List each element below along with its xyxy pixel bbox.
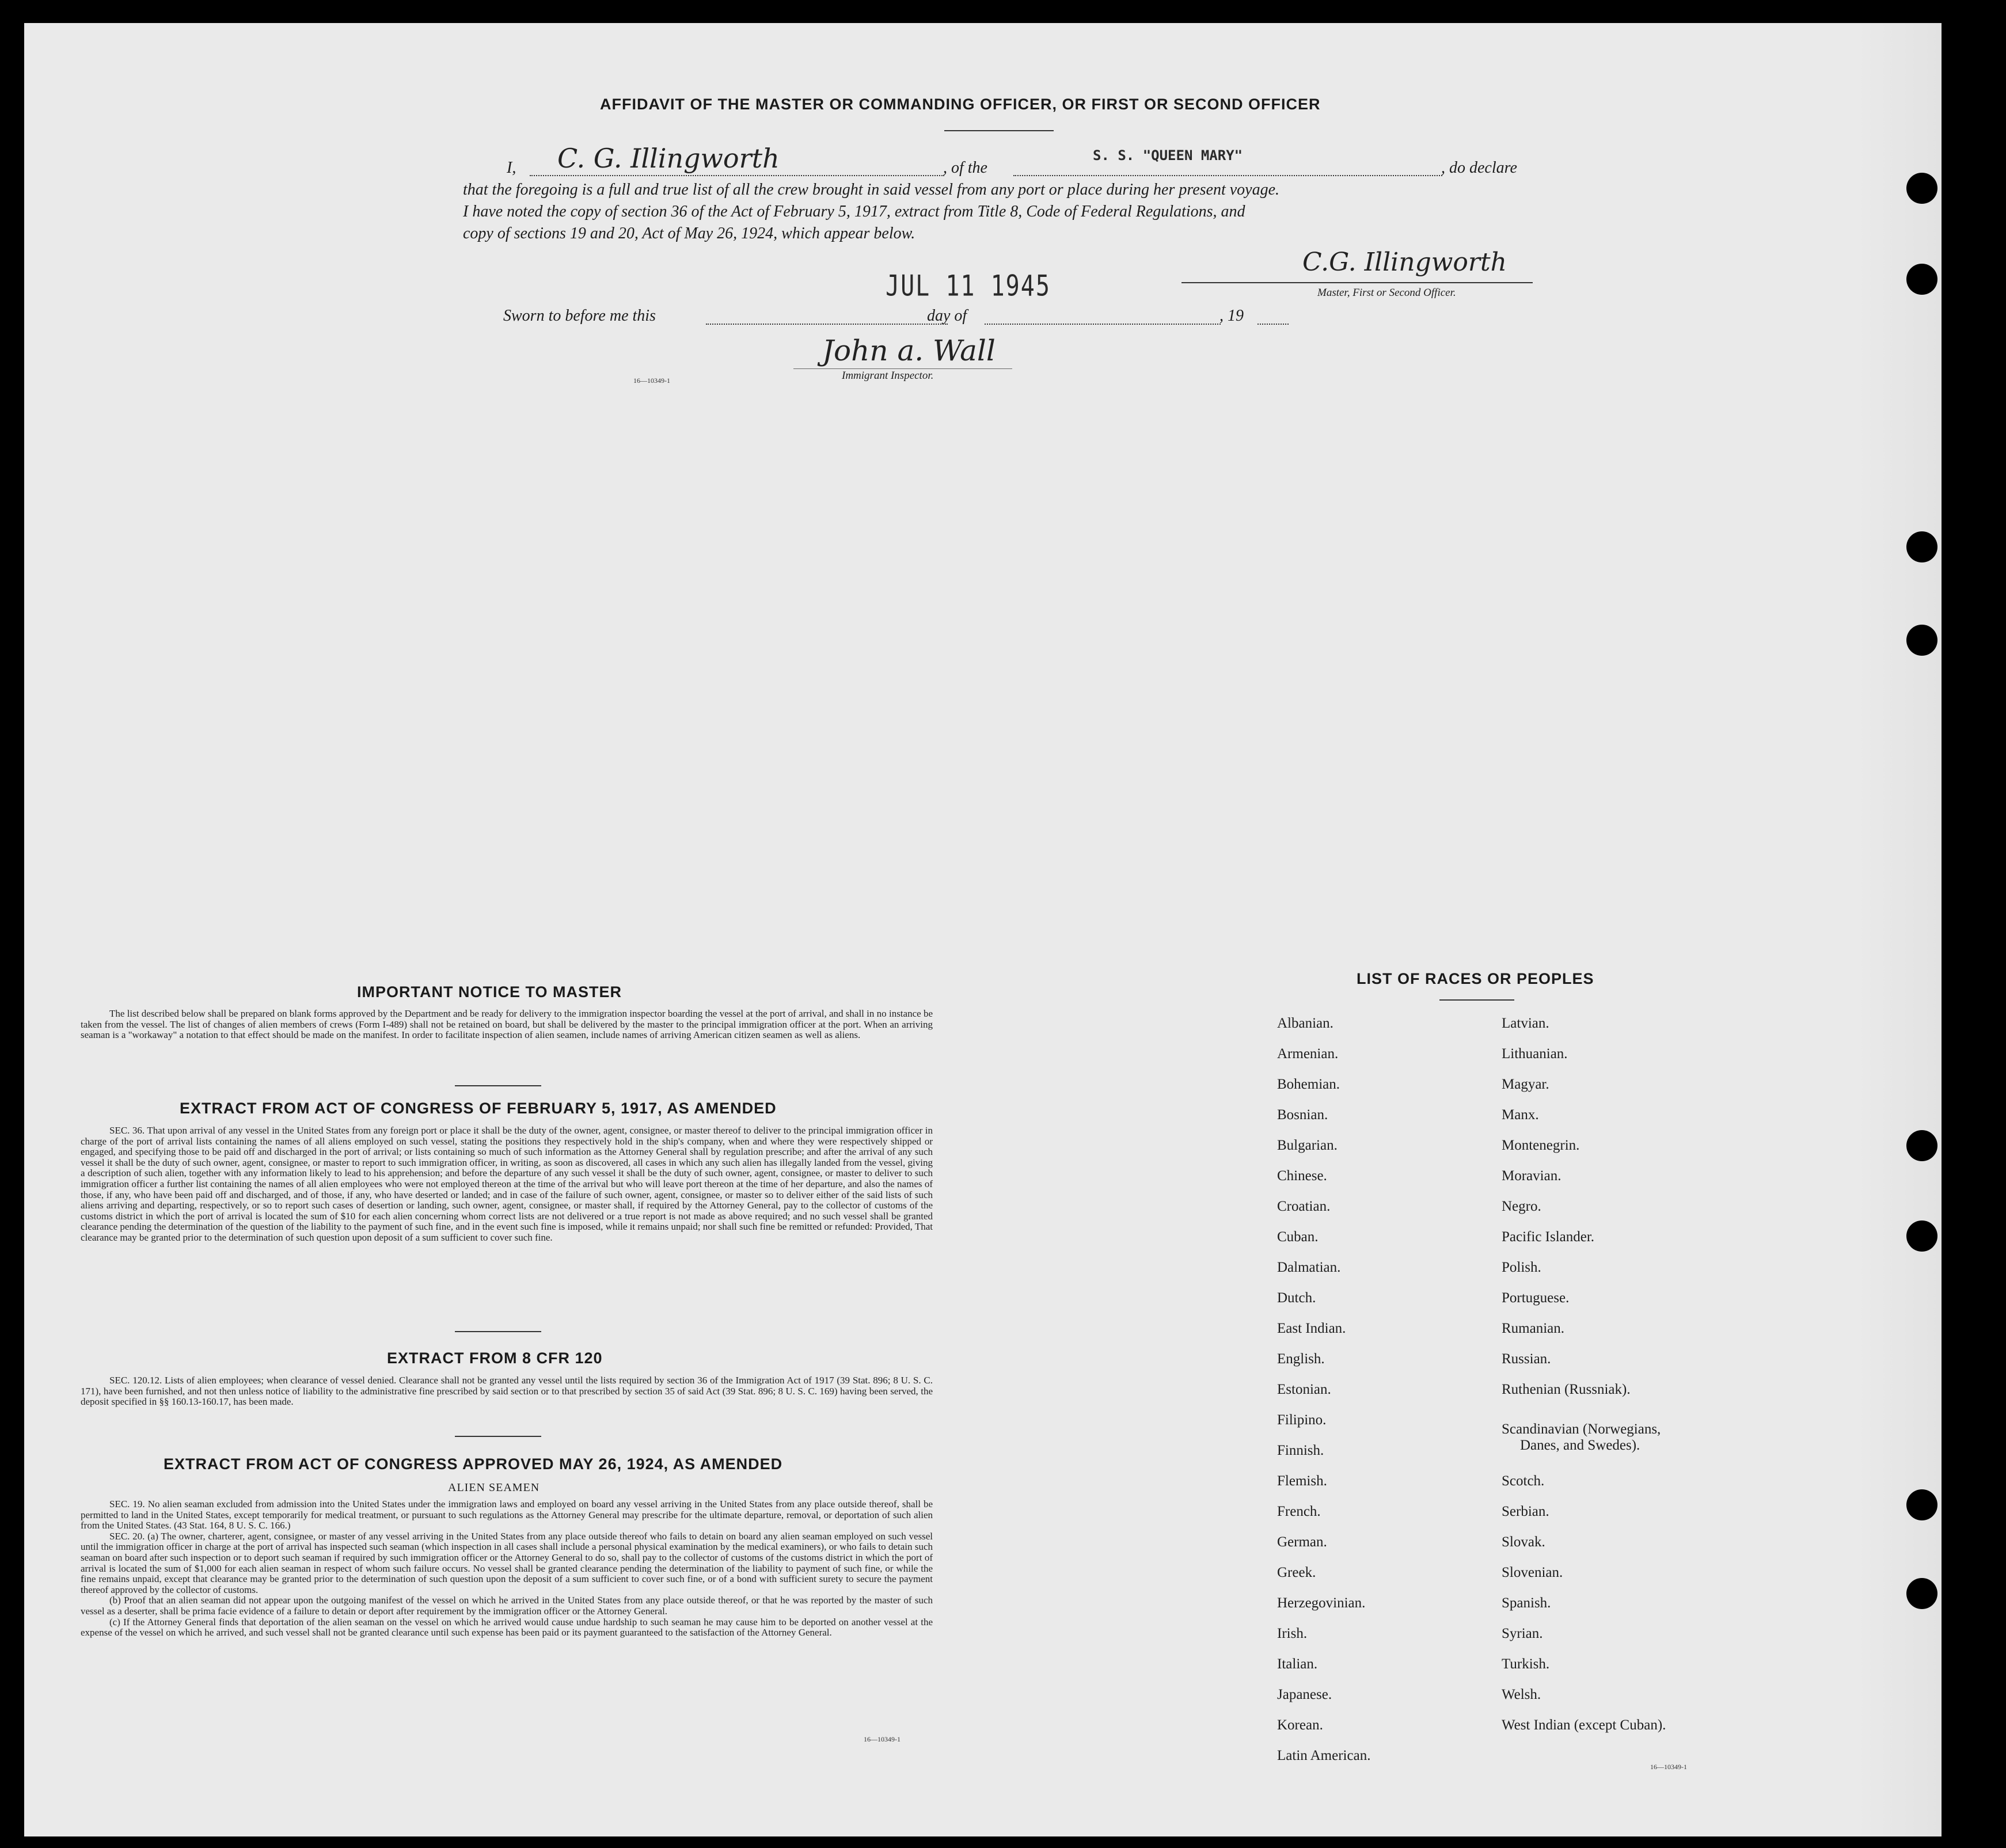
race-item: Scandinavian (Norwegians, <box>1502 1421 1661 1437</box>
affidavit-line2: that the foregoing is a full and true list of all the crew brought in said vessel from any port or place during her present voyage. <box>463 181 1280 199</box>
race-item: Spanish. <box>1502 1595 1551 1611</box>
of-the-label: , of the <box>943 159 987 177</box>
affidavit-title: AFFIDAVIT OF THE MASTER OR COMMANDING OFFICER, OR FIRST OR SECOND OFFICER <box>600 96 1321 113</box>
punch-hole <box>1906 264 1937 295</box>
officer-name-line <box>530 175 944 176</box>
sworn-month-line <box>985 324 1221 325</box>
race-item: German. <box>1277 1534 1327 1550</box>
race-item: Turkish. <box>1502 1656 1550 1672</box>
punch-hole <box>1906 1130 1937 1161</box>
race-item: Italian. <box>1277 1656 1318 1672</box>
sheet-edge-shade <box>1855 23 1942 1836</box>
punch-hole <box>1906 1220 1937 1252</box>
race-item: Chinese. <box>1277 1168 1327 1184</box>
race-item: Serbian. <box>1502 1504 1549 1519</box>
race-item: Montenegrin. <box>1502 1138 1580 1153</box>
race-item: Ruthenian (Russniak). <box>1502 1382 1631 1397</box>
notice-heading: IMPORTANT NOTICE TO MASTER <box>357 983 622 1001</box>
vessel-name: S. S. "QUEEN MARY" <box>1093 147 1243 163</box>
sec20b-paragraph: (b) Proof that an alien seaman did not appear upon the outgoing manifest of the vessel on which he arrived in the United States from any place outside thereof, or that he was reported by the master of such vessel as a deserter, shall be prima facie evidence of a failure to detain or deport after requirement by the immigration officer or the Attorney General. <box>81 1595 933 1617</box>
race-item: Danes, and Swedes). <box>1520 1438 1640 1453</box>
sworn-label: Sworn to before me this <box>503 307 656 325</box>
do-declare-label: , do declare <box>1441 159 1517 177</box>
race-item: Syrian. <box>1502 1626 1543 1641</box>
race-item: Estonian. <box>1277 1382 1331 1397</box>
extract-cfr-text <box>81 1375 933 1408</box>
punch-hole <box>1906 1578 1937 1609</box>
signature-caption: Master, First or Second Officer. <box>1317 287 1456 299</box>
punch-hole <box>1906 625 1937 656</box>
race-item: Japanese. <box>1277 1687 1332 1702</box>
inspector-signature-line <box>793 368 1012 369</box>
race-item: Greek. <box>1277 1565 1316 1580</box>
race-item: Dalmatian. <box>1277 1260 1341 1275</box>
race-item: Armenian. <box>1277 1046 1339 1062</box>
sworn-day-label: day of <box>927 307 967 325</box>
race-item: Latin American. <box>1277 1748 1371 1763</box>
race-item: Latvian. <box>1502 1016 1549 1031</box>
extract-1917-heading: EXTRACT FROM ACT OF CONGRESS OF FEBRUARY 5, 1917, AS AMENDED <box>180 1100 777 1117</box>
race-item: West Indian (except Cuban). <box>1502 1717 1666 1733</box>
extract-1917-text <box>81 1125 933 1244</box>
races-form-number: 16—10349-1 <box>1650 1763 1687 1771</box>
punch-hole <box>1906 173 1937 204</box>
affidavit-line3: I have noted the copy of section 36 of the Act of February 5, 1917, extract from Title 8, Code of Federal Regulations, and <box>463 203 1245 220</box>
officer-name: C. G. Illingworth <box>557 143 780 174</box>
affidavit-line4: copy of sections 19 and 20, Act of May 26, 1924, which appear below. <box>463 225 915 242</box>
race-item: Manx. <box>1502 1107 1539 1123</box>
race-item: Russian. <box>1502 1351 1551 1367</box>
alien-seamen-subheading: ALIEN SEAMEN <box>448 1481 540 1494</box>
race-item: Rumanian. <box>1502 1321 1565 1336</box>
race-item: Welsh. <box>1502 1687 1541 1702</box>
race-item: Scotch. <box>1502 1473 1545 1489</box>
punch-hole <box>1906 531 1937 562</box>
race-item: Dutch. <box>1277 1290 1316 1306</box>
race-item: Herzegovinian. <box>1277 1595 1366 1611</box>
affidavit-form-number: 16—10349-1 <box>633 377 670 385</box>
inspector-signature: John a. Wall <box>822 334 996 367</box>
race-item: Pacific Islander. <box>1502 1229 1595 1245</box>
race-item: Irish. <box>1277 1626 1308 1641</box>
extract-cfr-rule <box>455 1436 541 1437</box>
extract-cfr-heading: EXTRACT FROM 8 CFR 120 <box>387 1349 603 1367</box>
race-item: Albanian. <box>1277 1016 1333 1031</box>
extract-1917-rule <box>455 1331 541 1332</box>
sworn-day-line <box>706 324 948 325</box>
affidavit-i-label: I, <box>507 159 516 177</box>
sec19-paragraph: SEC. 19. No alien seaman excluded from admission into the United States under the immigration laws and employed on board any vessel arriving in the United States from any place outside thereof, shall be permitted to land in the United States, except temporarily for medical treatment, or pursuant to such regulations as the Attorney General may prescribe for the ultimate departure, removal, or deportation of such alien from the United States. (43 Stat. 164, 8 U. S. C. 166.) <box>81 1499 933 1531</box>
race-item: Croatian. <box>1277 1199 1331 1214</box>
punch-hole <box>1906 1489 1937 1520</box>
master-signature: C.G. Illingworth <box>1302 248 1507 277</box>
extract-1924-heading: EXTRACT FROM ACT OF CONGRESS APPROVED MAY 26, 1924, AS AMENDED <box>164 1455 783 1473</box>
sworn-year-label: , 19 <box>1219 307 1244 325</box>
vessel-line <box>1013 175 1442 176</box>
race-item: English. <box>1277 1351 1325 1367</box>
race-item: Slovak. <box>1502 1534 1545 1550</box>
race-item: East Indian. <box>1277 1321 1346 1336</box>
race-item: Portuguese. <box>1502 1290 1570 1306</box>
notice-text <box>81 1009 933 1041</box>
race-item: Bohemian. <box>1277 1077 1340 1092</box>
race-item: Korean. <box>1277 1717 1323 1733</box>
race-item: Polish. <box>1502 1260 1541 1275</box>
inspector-caption: Immigrant Inspector. <box>842 370 934 382</box>
race-item: Bosnian. <box>1277 1107 1328 1123</box>
sec20a-paragraph: SEC. 20. (a) The owner, charterer, agent, consignee, or master of any vessel arriving in the United States from any place outside thereof who fails to detain on board any alien seaman employed on such vessel until the immigration officer in charge at the port of arrival has inspected such seaman (which inspection in all cases shall include a personal physical examination by the medical examiners), or who fails to detain such seaman on board after such inspection or to deport such seaman if required by such immigration officer or the Attorney General to do so, shall pay to the collector of customs of the customs district in which the port of arrival is located the sum of $1,000 for each alien seaman in respect of whom such failure occurs. No vessel shall be granted clearance pending the determination of the liability to payment of such fine, or while the fine remains unpaid, except that clearance may be granted prior to the determination of such question upon the deposit of a sum sufficient to cover such fine, or of a bond with sufficient surety to secure the payment thereof approved by the collector of customs. <box>81 1530 933 1595</box>
signature-line <box>1181 282 1533 283</box>
notice-paragraph: The list described below shall be prepared on blank forms approved by the Department and be ready for delivery to the immigration inspector boarding the vessel at the port of arrival, and shall in no instance be taken from the vessel. The list of changes of alien members of crews (Form I-489) shall not be retained on board, but shall be delivered by the master to the principal immigration officer at the port. When an arriving seaman is a "workaway" a notation to that effect should be made on the manifest. In order to facilitate inspection of alien seamen, include names of arriving American citizen seamen as well as aliens. <box>81 1008 933 1041</box>
sec120-paragraph: SEC. 120.12. Lists of alien employees; when clearance of vessel denied. Clearance shall not be granted any vessel until the lists required by section 36 of the Immigration Act of 1917 (39 Stat. 896; 8 U. S. C. 171), have been furnished, and not then unless notice of liability to the administrative fine prescribed by said section or to that prescribed by section 35 of said Act (39 Stat. 896; 8 U. S. C. 169) having been served, the deposit specified in §§ 160.13-160.17, has been made. <box>81 1375 933 1408</box>
extract-1924-text <box>81 1499 933 1638</box>
race-item: Moravian. <box>1502 1168 1562 1184</box>
race-item: Bulgarian. <box>1277 1138 1338 1153</box>
race-item: Finnish. <box>1277 1443 1324 1458</box>
sec36-paragraph: SEC. 36. That upon arrival of any vessel in the United States from any foreign port or place it shall be the duty of the owner, agent, consignee, or master thereof to deliver to the principal immigration officer in charge of the port of arrival lists containing the names of all aliens employed on such vessel, stating the positions they respectively hold in the ship's company, when and where they were respectively shipped or engaged, and specifying those to be paid off and discharged in the port of arrival; or lists containing so much of such information as the Attorney General shall by regulation prescribe; and after the arrival of any such vessel it shall be the duty of such owner, agent, consignee, or master to report to such immigration officer, in writing, as soon as discovered, all cases in which any such alien has illegally landed from the vessel, giving a description of such alien, together with any information likely to lead to his apprehension; and before the departure of any such vessel it shall be the duty of such owner, agent, consignee, or master to deliver to such immigration officer a further list containing the names of all alien employees who were not employed thereon at the time of the arrival but who will leave port thereon at the time of her departure, and also the names of those, if any, who have been paid off and discharged, and of those, if any, who have deserted or landed; and in case of the failure of such owner, agent, consignee, or master so to deliver either of the said lists of such aliens arriving and departing, respectively, or so to report such cases of desertion or landing, such owner, agent, consignee, or master shall, if required by the Attorney General, pay to the collector of customs of the customs district in which the port of arrival is located the sum of $10 for each alien concerning whom correct lists are not delivered or a true report is not made as above required; and no such vessel shall be granted clearance pending the determination of the question of the liability to the payment of such fine, and in the event such fine is imposed, while it remains unpaid; nor shall such fine be remitted or refunded: Provided, That clearance may be granted prior to the determination of such question upon deposit of a sum sufficient to cover such fine. <box>81 1125 933 1243</box>
races-rule <box>1439 999 1514 1001</box>
race-item: Magyar. <box>1502 1077 1549 1092</box>
race-item: Negro. <box>1502 1199 1541 1214</box>
extract-form-number: 16—10349-1 <box>864 1735 901 1743</box>
notice-rule <box>455 1085 541 1086</box>
affidavit-title-rule <box>944 130 1054 131</box>
race-item: Flemish. <box>1277 1473 1327 1489</box>
races-heading: LIST OF RACES OR PEOPLES <box>1357 970 1594 987</box>
race-item: French. <box>1277 1504 1321 1519</box>
race-item: Cuban. <box>1277 1229 1319 1245</box>
race-item: Slovenian. <box>1502 1565 1563 1580</box>
date-stamp: JUL 11 1945 <box>886 269 1051 303</box>
race-item: Filipino. <box>1277 1412 1327 1428</box>
sworn-year-line <box>1257 324 1289 325</box>
sec20c-paragraph: (c) If the Attorney General finds that deportation of the alien seaman on the vessel on which he arrived would cause undue hardship to such seaman he may cause him to be deported on another vessel at the expense of the vessel on which he arrived, and such vessel shall not be granted clearance until such expense has been paid or its payment guaranteed to the satisfaction of the Attorney General. <box>81 1616 933 1638</box>
race-item: Lithuanian. <box>1502 1046 1568 1062</box>
